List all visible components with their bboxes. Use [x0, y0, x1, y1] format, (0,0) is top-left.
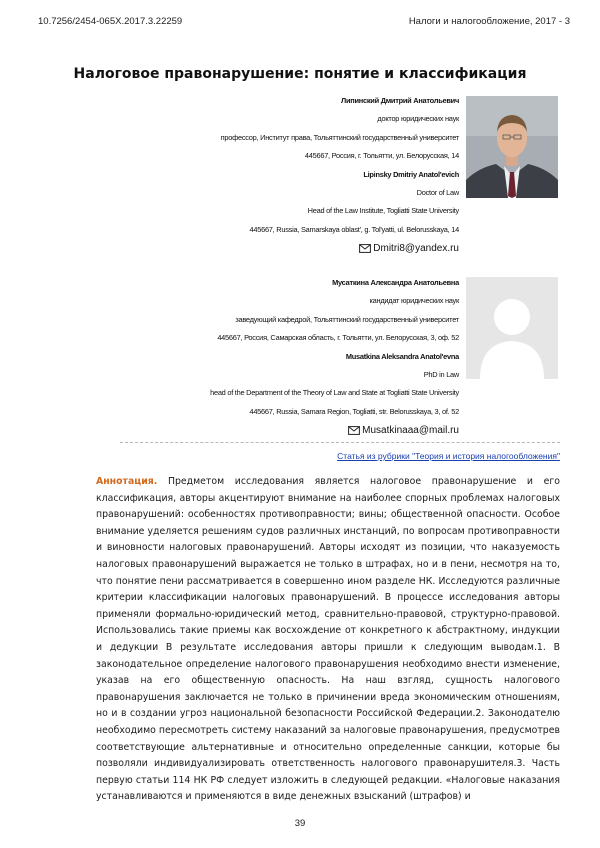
email-text[interactable]: Dmitri8@yandex.ru: [373, 243, 459, 254]
author-email-1[interactable]: [359, 243, 459, 254]
author-email-2[interactable]: [348, 425, 459, 436]
abstract-text: Предметом исследования является налоговое правонарушение и его классификация, авторы акцентируют внимание на наиболее спорных проблемах налоговых правонарушений: особенностях противоправности; вины; общественной опасности. Особое внимание уделяется решениям судов различных инстанций, по вопросам противоправности и виновности налоговых правонарушений. Авторы исходят из позиции, что наказуемость налоговых правонарушений выражается не только в штрафах, но и в пени, несмотря на то, что понятие пени рассматривается в совершенно ином разделе НК. Исследуются различные критерии классификации налоговых правонарушений. В процессе исследования авторы применяли формально-юридический метод, сравнительно-правовой, структурно-правовой. Использовались такие приемы как восхождение от конкретного к абстрактному, индукции и дедукции В результате исследования авторы пришли к следующим выводам.1. В законодательное определение налогового правонарушения необходимо внести изменение, указав на его общественную опасность. На наш взгляд, сущность налогового правонарушения заключается не только в причинении вреда экономическим отношениям, но и в создании угроз национальной безопасности Российской Федерации.2. Законодателю необходимо пересмотреть систему наказаний за налоговые правонарушения, предусмотрев соответствующие альтернативные и относительно определенные санкции, которые бы позволяли индивидуализировать ответственность налогового правонарушителя.3. Часть первую статьи 114 НК РФ следует изложить в следующей редакции. «Налоговые наказания устанавливаются и применяются в виде денежных взысканий (штрафов) и: [96, 476, 560, 803]
author-position-en: head of the Department of the Theory of Law and State at Togliatti State University: [210, 388, 459, 398]
author-block-2: [210, 274, 459, 421]
email-text[interactable]: Musatkinaaa@mail.ru: [362, 425, 459, 436]
author-name-en: Lipinsky Dmitriy Anatol'evich: [363, 169, 459, 179]
author-degree-en: PhD in Law: [423, 370, 459, 380]
envelope-icon: [348, 426, 360, 435]
author-address-ru: 445667, Россия, Самарская область, г. Тольятти, ул. Белорусская, 3, оф. 52: [217, 333, 459, 343]
author-degree-en: Doctor of Law: [416, 188, 459, 198]
author-name-en: Musatkina Aleksandra Anatol'evna: [345, 351, 459, 361]
author-degree-ru: кандидат юридических наук: [369, 296, 459, 306]
author-name-ru: Липинский Дмитрий Анатольевич: [341, 96, 459, 105]
article-title: Налоговое правонарушение: понятие и классификация: [73, 66, 527, 82]
journal-header: Налоги и налогообложение, 2017 - 3: [408, 16, 570, 27]
abstract-label: Аннотация.: [96, 476, 158, 487]
author-position-en: Head of the Law Institute, Togliatti State University: [307, 206, 459, 216]
doi-header: 10.7256/2454-065X.2017.3.22259: [38, 16, 183, 27]
separator-line: [120, 442, 560, 443]
avatar-placeholder: [466, 277, 558, 379]
abstract: [96, 474, 560, 806]
rubric-link[interactable]: Статья из рубрики "Теория и история налогообложения": [337, 451, 560, 461]
author-photo: [466, 96, 558, 198]
author-position-ru: заведующий кафедрой, Тольяттинский государственный университет: [235, 314, 459, 324]
envelope-icon: [359, 244, 371, 253]
author-degree-ru: доктор юридических наук: [377, 114, 459, 124]
author-position-ru: профессор, Институт права, Тольяттинский государственный университет: [220, 132, 459, 142]
author-block-1: [221, 92, 459, 239]
author-name-ru: Мусаткина Александра Анатольевна: [332, 278, 459, 287]
author-address-en: 445667, Russia, Samara Region, Togliatti, str. Belorusskaya, 3, of. 52: [249, 406, 459, 416]
page-number: 39: [294, 818, 306, 829]
author-address-en: 445667, Russia, Samarskaya oblast', g. Tol'yatti, ul. Belorusskaya, 14: [249, 224, 459, 234]
author-address-ru: 445667, Россия, г. Тольятти, ул. Белорусская, 14: [304, 151, 459, 161]
